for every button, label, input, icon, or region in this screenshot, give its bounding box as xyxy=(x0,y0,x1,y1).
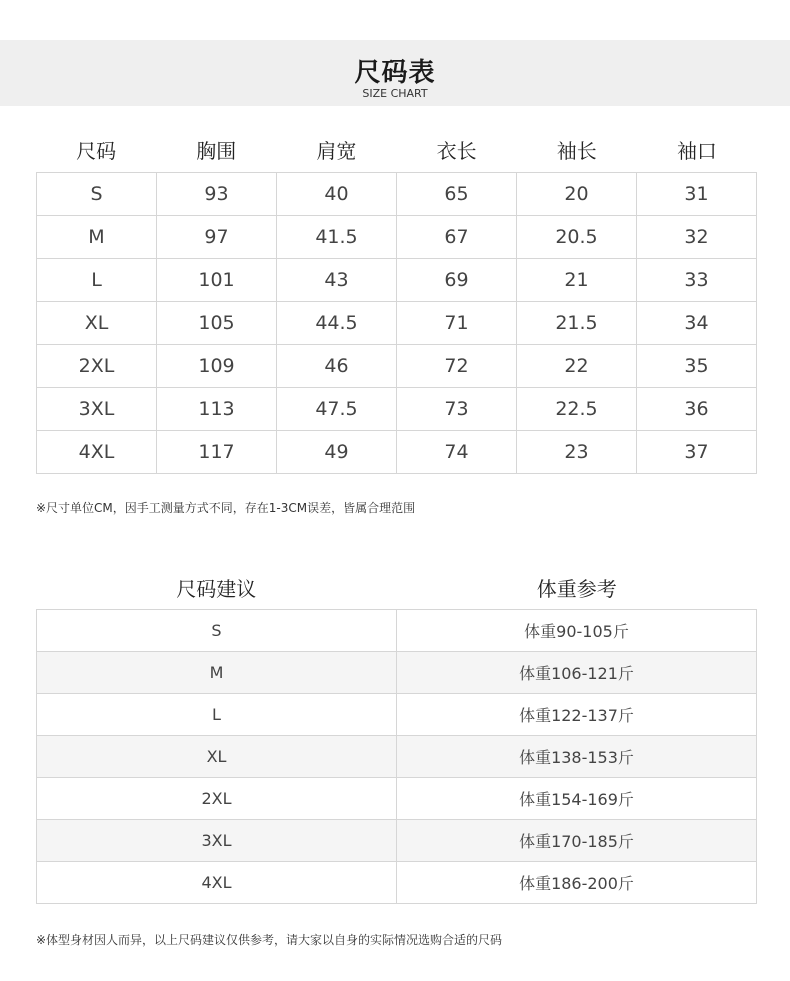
table-cell: 32 xyxy=(637,216,757,259)
table-row xyxy=(37,388,757,431)
size-table-header xyxy=(36,136,757,166)
column-header-weight-reference: 体重参考 xyxy=(536,577,617,601)
table-cell: 105 xyxy=(157,302,277,345)
table-cell: S xyxy=(37,173,157,216)
table-cell: 2XL xyxy=(37,345,157,388)
column-header-size-suggestion: 尺码建议 xyxy=(176,577,257,601)
table-cell: 72 xyxy=(397,345,517,388)
table-cell: 67 xyxy=(397,216,517,259)
recommend-table xyxy=(36,609,757,904)
table-cell: 93 xyxy=(157,173,277,216)
column-header-sleeve: 袖长 xyxy=(556,139,597,163)
table-row xyxy=(37,862,757,904)
table-cell: XL xyxy=(37,302,157,345)
table-cell: 109 xyxy=(157,345,277,388)
table-cell: L xyxy=(37,259,157,302)
table-row xyxy=(37,216,757,259)
table-cell: 65 xyxy=(397,173,517,216)
table-cell: 40 xyxy=(277,173,397,216)
table-cell: XL xyxy=(37,736,397,778)
recommend-note: ※体型身材因人而异，以上尺码建议仅供参考，请大家以自身的实际情况选购合适的尺码 xyxy=(36,933,503,947)
table-cell: 41.5 xyxy=(277,216,397,259)
table-row xyxy=(37,345,757,388)
column-header-length: 衣长 xyxy=(436,139,477,163)
column-header-cuff: 袖口 xyxy=(676,139,717,163)
size-table xyxy=(36,172,757,474)
table-cell: 35 xyxy=(637,345,757,388)
table-cell: 49 xyxy=(277,431,397,474)
table-cell: 113 xyxy=(157,388,277,431)
column-header-chest: 胸围 xyxy=(196,139,237,163)
table-cell: 体重138-153斤 xyxy=(397,736,757,778)
table-row xyxy=(37,778,757,820)
table-row xyxy=(37,652,757,694)
table-row xyxy=(37,820,757,862)
table-cell: 体重106-121斤 xyxy=(397,652,757,694)
measurement-note: ※尺寸单位CM，因手工测量方式不同，存在1-3CM误差，皆属合理范围 xyxy=(36,501,416,515)
table-cell: 71 xyxy=(397,302,517,345)
table-row xyxy=(37,610,757,652)
table-cell: 体重170-185斤 xyxy=(397,820,757,862)
table-row xyxy=(37,694,757,736)
table-cell: 21.5 xyxy=(517,302,637,345)
table-row xyxy=(37,259,757,302)
table-cell: 体重186-200斤 xyxy=(397,862,757,904)
table-row xyxy=(37,173,757,216)
table-row xyxy=(37,302,757,345)
table-cell: L xyxy=(37,694,397,736)
table-cell: 体重90-105斤 xyxy=(397,610,757,652)
recommend-table-header xyxy=(36,574,757,604)
table-cell: 36 xyxy=(637,388,757,431)
table-cell: 46 xyxy=(277,345,397,388)
table-cell: 43 xyxy=(277,259,397,302)
table-cell: 74 xyxy=(397,431,517,474)
table-cell: 101 xyxy=(157,259,277,302)
table-cell: 20.5 xyxy=(517,216,637,259)
table-cell: 31 xyxy=(637,173,757,216)
table-row xyxy=(37,736,757,778)
table-cell: 21 xyxy=(517,259,637,302)
column-header-shoulder: 肩宽 xyxy=(316,139,357,163)
table-cell: S xyxy=(37,610,397,652)
page-title: 尺码表 xyxy=(354,58,436,88)
table-cell: 3XL xyxy=(37,820,397,862)
size-chart-banner xyxy=(0,40,790,106)
table-cell: 44.5 xyxy=(277,302,397,345)
table-cell: 23 xyxy=(517,431,637,474)
table-cell: 22.5 xyxy=(517,388,637,431)
table-cell: 117 xyxy=(157,431,277,474)
table-cell: M xyxy=(37,652,397,694)
table-cell: 33 xyxy=(637,259,757,302)
table-cell: 4XL xyxy=(37,431,157,474)
table-cell: 2XL xyxy=(37,778,397,820)
table-cell: 体重154-169斤 xyxy=(397,778,757,820)
table-cell: 20 xyxy=(517,173,637,216)
table-cell: 37 xyxy=(637,431,757,474)
table-cell: 97 xyxy=(157,216,277,259)
table-cell: 69 xyxy=(397,259,517,302)
table-row xyxy=(37,431,757,474)
page-subtitle: SIZE CHART xyxy=(362,87,428,100)
table-cell: 47.5 xyxy=(277,388,397,431)
table-cell: M xyxy=(37,216,157,259)
table-cell: 3XL xyxy=(37,388,157,431)
table-cell: 34 xyxy=(637,302,757,345)
table-cell: 4XL xyxy=(37,862,397,904)
table-cell: 22 xyxy=(517,345,637,388)
table-cell: 体重122-137斤 xyxy=(397,694,757,736)
column-header-size: 尺码 xyxy=(76,139,117,163)
table-cell: 73 xyxy=(397,388,517,431)
